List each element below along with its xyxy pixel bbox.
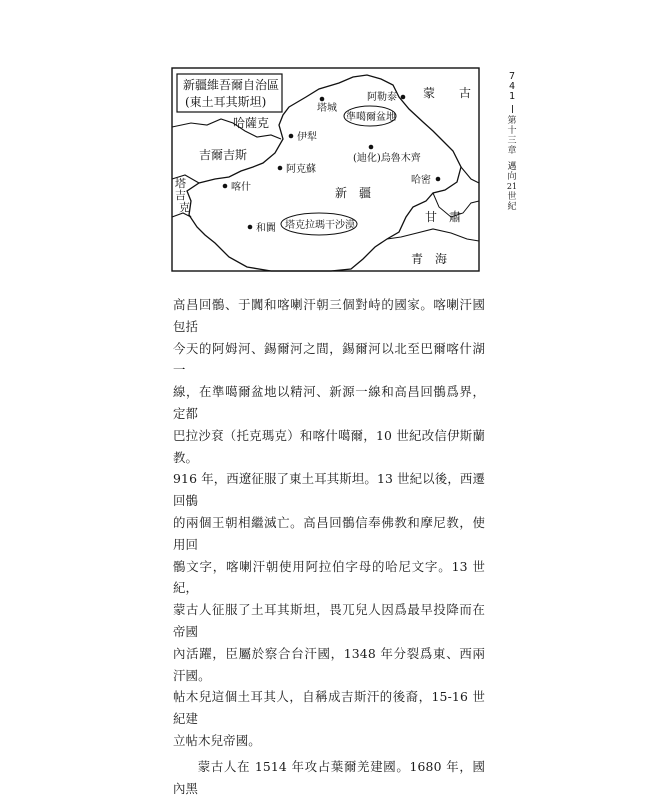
header-separator [512,105,513,113]
text-line: 帖木兒這個土耳其人，自稱成吉斯汗的後裔，15-16 世紀建 [173,689,485,727]
chapter-title-char: 世 [507,192,517,202]
city-dot-urumqi [369,145,374,150]
label-tajik-1: 塔 [175,177,186,190]
text-line: 的兩個王朝相繼滅亡。高昌回鶻信奉佛教和摩尼教，使用回 [173,514,485,552]
label-hami: 哈密 [411,175,431,186]
city-dot-tacheng [320,97,325,102]
city-dot-yining [289,134,294,139]
map-subtitle: (東土耳其斯坦) [185,95,267,109]
label-mongolia: 蒙 古 [423,86,472,100]
text-line: 今天的阿姆河、錫爾河之間，錫爾河以北至巴爾喀什湖一 [173,340,485,378]
label-urumqi: (迪化)烏魯木齊 [353,153,421,164]
text-line: 鶻文字，喀喇汗朝使用阿拉伯字母的哈尼文字。13 世紀， [173,558,485,596]
city-dot-kashgar [223,184,228,189]
page-number-digit: 4 [508,81,516,92]
text-line: 巴拉沙袞（托克瑪克）和喀什噶爾，10 世紀改信伊斯蘭教。 [173,427,485,465]
body-text [173,294,485,799]
chapter-title-char: 向 [507,172,517,182]
page-number-digit: 7 [508,71,516,82]
city-dot-hami [436,177,441,182]
paragraph [173,756,485,799]
label-taklamakan: 塔克拉瑪干沙漠 [285,220,355,231]
chapter-char: 第 [507,116,517,126]
city-dot-altay [401,95,406,100]
text-line: 內活躍，臣屬於察合台汗國，1348 年分裂爲東、西兩汗國。 [173,645,485,683]
label-altay: 阿勒泰 [367,92,397,103]
chapter-title-char: 紀 [507,202,517,212]
label-xinjiang: 新 疆 [335,186,372,200]
text-line: 高昌回鶻、于闐和喀喇汗朝三個對峙的國家。喀喇汗國包括 [173,297,485,334]
chapter-char: 章 [507,146,517,156]
text-line: 蒙古人征服了土耳其斯坦，畏兀兒人因爲最早投降而在帝國 [173,602,485,639]
city-dot-hotan [248,225,253,230]
label-tajik-3: 克 [179,201,190,214]
label-tajik-2: 吉 [175,189,186,202]
page-number-digit: 1 [508,91,516,102]
label-kashgar: 喀什 [231,182,251,193]
text-line: 立帖木兒帝國。 [173,732,261,748]
running-header [503,72,521,212]
label-yining: 伊犁 [297,132,317,143]
paragraph [173,294,485,752]
label-tacheng: 塔城 [317,103,337,114]
xinjiang-map [171,67,480,272]
chapter-char: 三 [507,136,517,146]
text-line: 916 年，西遼征服了東土耳其斯坦。13 世紀以後，西遷回鶻 [173,471,485,509]
label-qinghai: 青 海 [411,252,448,266]
label-junggar: 準噶爾盆地 [346,112,396,123]
label-gansu: 甘 肅 [425,210,462,224]
chapter-title-char: 邁 [507,162,517,172]
text-line: 線，在準噶爾盆地以精河、新源一線和高昌回鶻爲界，定都 [173,384,485,421]
label-hotan: 和闐 [256,223,276,234]
label-kazakh: 哈薩克 [233,116,270,130]
map-title: 新疆維吾爾自治區 [183,78,280,92]
city-dot-aksu [278,166,283,171]
label-kyrgyz: 吉爾吉斯 [199,148,248,162]
text-line: 蒙古人在 1514 年攻占葉爾羌建國。1680 年，國內黑 [173,758,485,796]
label-aksu: 阿克蘇 [286,164,316,175]
chapter-title-char: 21 [506,182,518,191]
chapter-char: 十 [507,126,517,136]
